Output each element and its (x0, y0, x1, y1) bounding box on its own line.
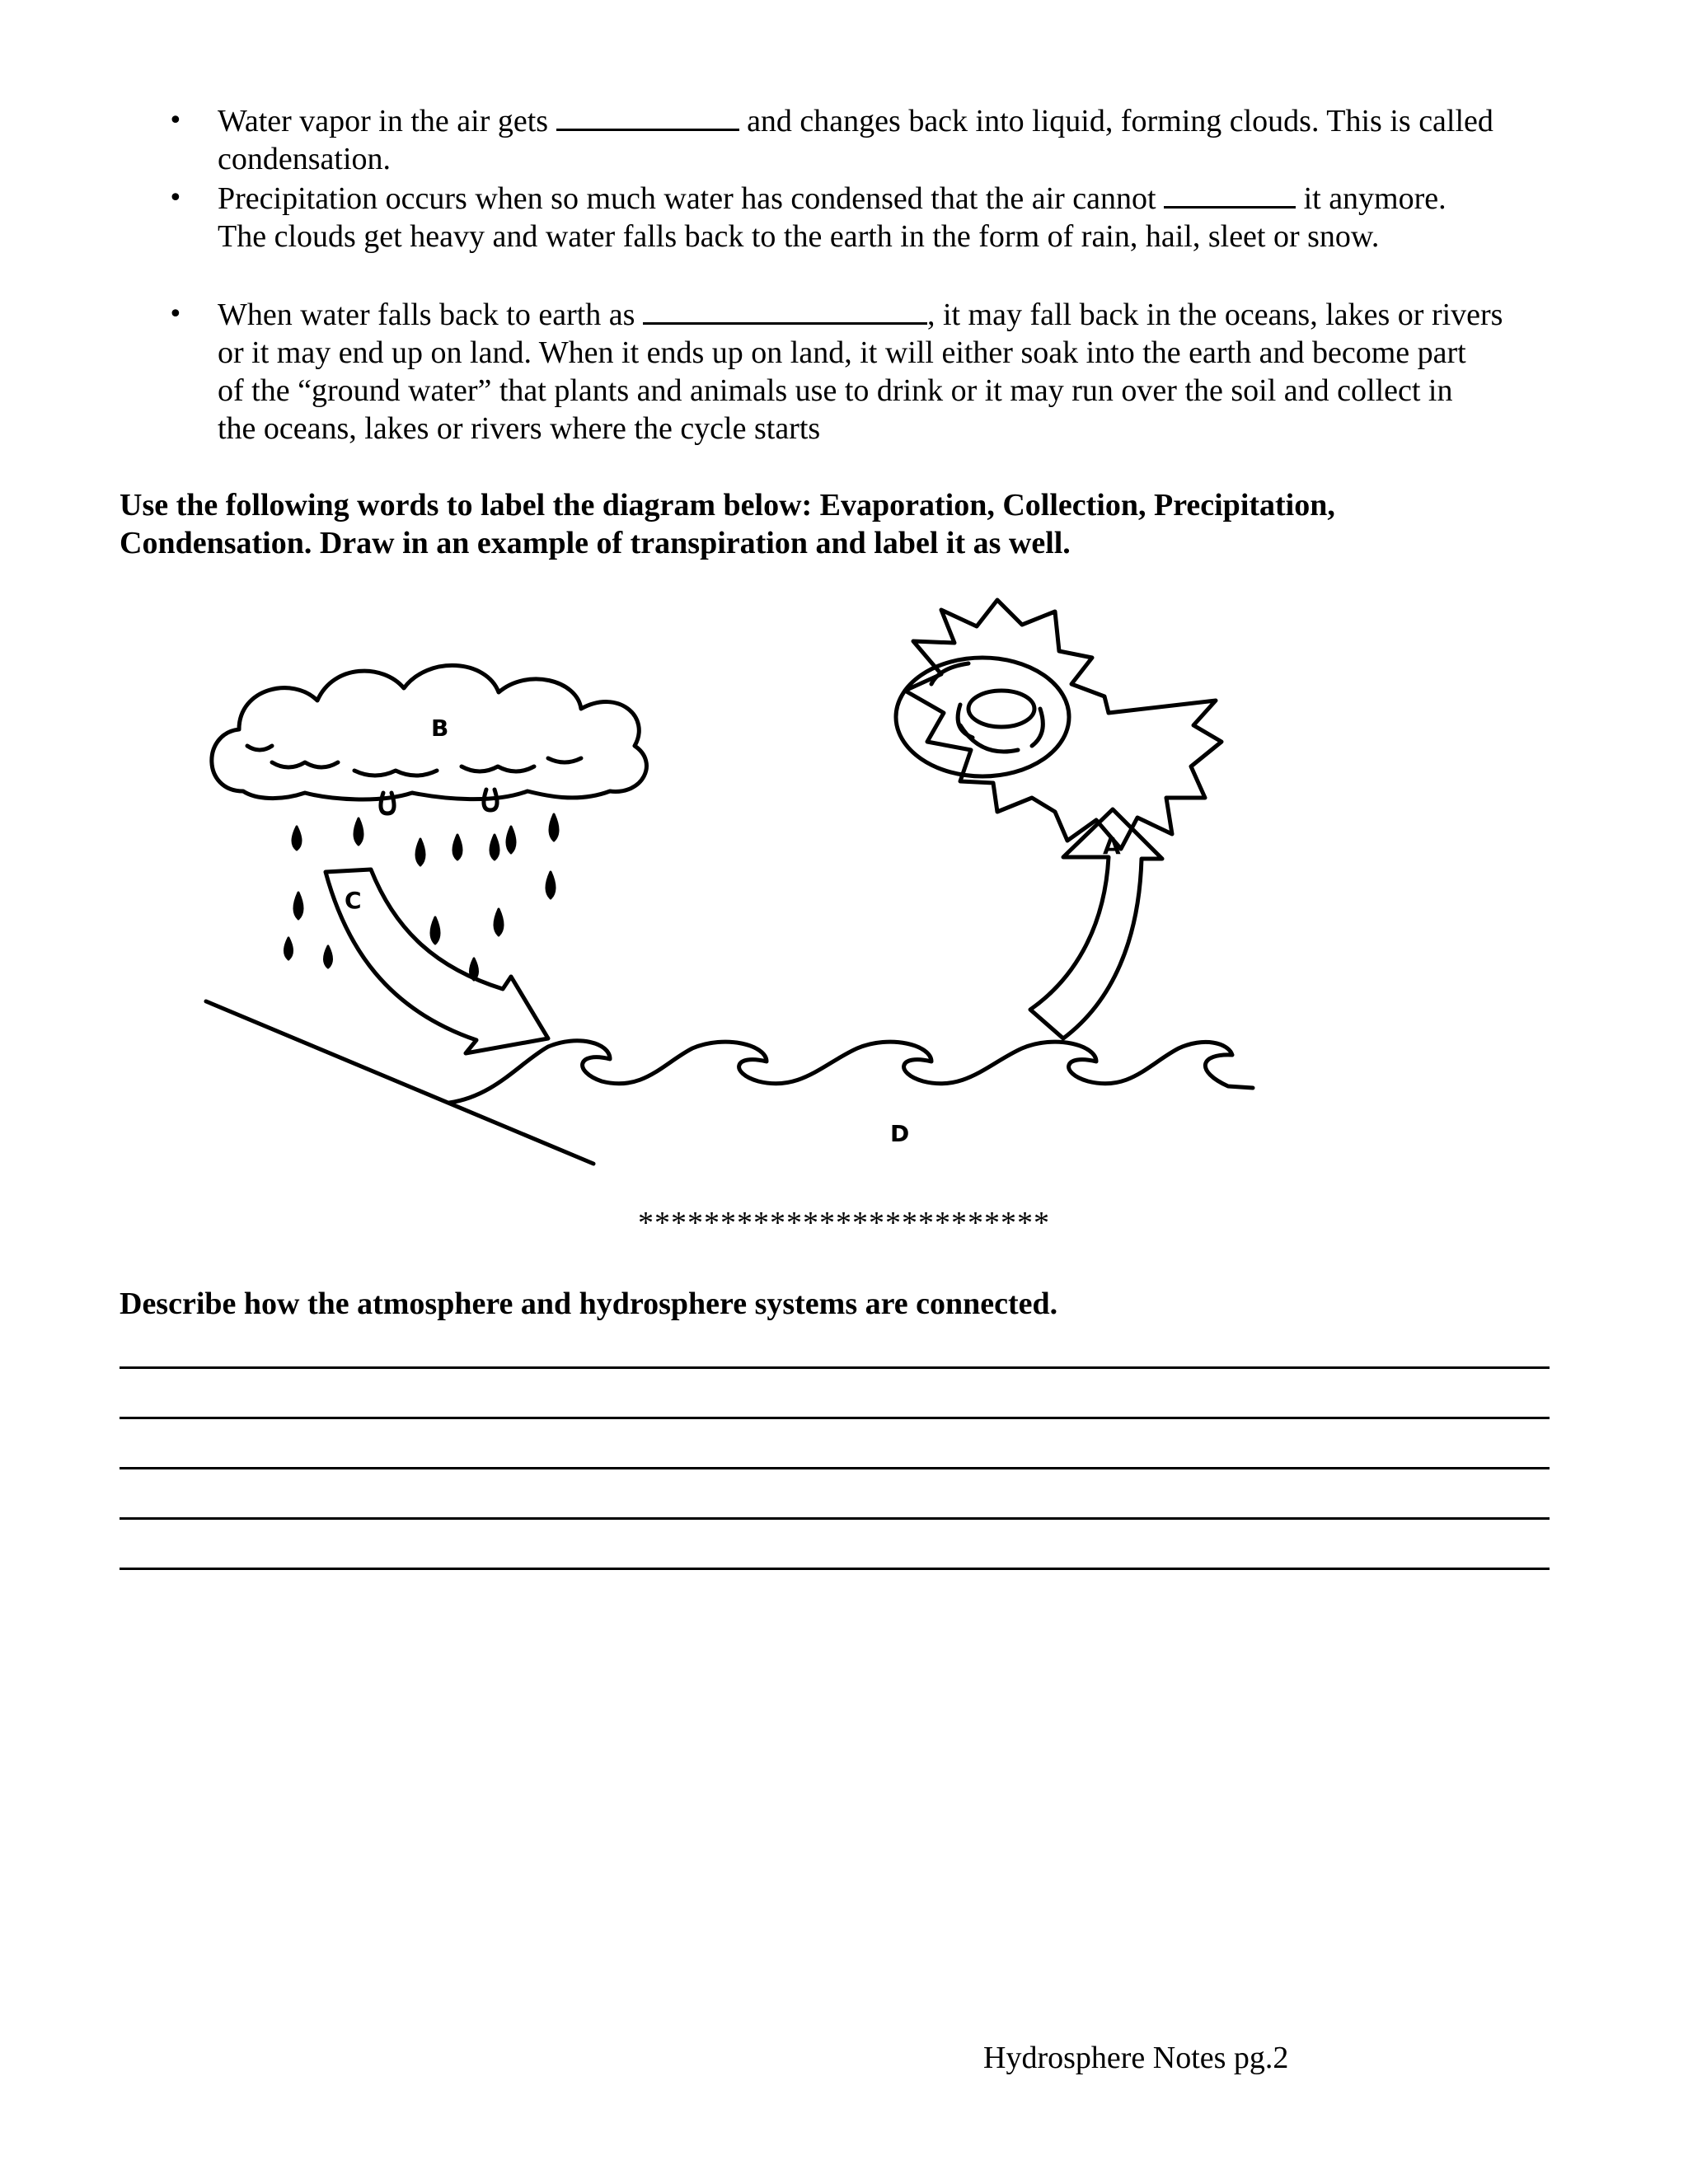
fill-in-blank[interactable] (556, 104, 739, 131)
bullet-text: the oceans, lakes or rivers where the cycle starts (218, 411, 821, 446)
bullet-text: Water vapor in the air gets (218, 104, 556, 138)
bullet-dot: • (168, 184, 183, 213)
fill-in-blank[interactable] (1164, 181, 1296, 209)
bullet-text: Precipitation occurs when so much water has condensed that the air cannot (218, 181, 1165, 216)
label-d: D (890, 1120, 910, 1147)
bullet-text: The clouds get heavy and water falls back to the earth in the form of rain, hail, sleet or snow. (218, 219, 1380, 254)
answer-line[interactable] (120, 1366, 1550, 1369)
bullet-precipitation (168, 180, 1569, 255)
answer-line[interactable] (120, 1467, 1550, 1469)
label-b: B (431, 715, 449, 742)
waves (449, 1041, 1253, 1103)
bullet-text: , it may fall back in the oceans, lakes or rivers (926, 298, 1503, 332)
instructions-line: Condensation. Draw in an example of transpiration and label it as well. (120, 526, 1071, 560)
water-cycle-diagram (0, 577, 1688, 1170)
sun-icon (896, 600, 1221, 849)
page-footer: Hydrosphere Notes pg.2 (983, 2041, 1289, 2075)
bullet-dot: • (168, 300, 183, 329)
answer-line[interactable] (120, 1417, 1550, 1419)
cloud-icon (212, 665, 647, 813)
label-a: A (1103, 832, 1121, 860)
answer-line[interactable] (120, 1517, 1550, 1520)
bullet-text: or it may end up on land. When it ends up on land, it will either soak into the earth and become part (218, 335, 1466, 370)
bullet-dot: • (168, 106, 183, 135)
bullet-text: it anymore. (1296, 181, 1447, 216)
fill-in-blank[interactable] (643, 298, 927, 325)
raindrops (285, 814, 559, 980)
instructions-line: Use the following words to label the diagram below: Evaporation, Collection, Precipitation, (120, 488, 1335, 523)
bullet-condensation (168, 102, 1569, 178)
bullet-text: When water falls back to earth as (218, 298, 643, 332)
bullet-text: of the “ground water” that plants and animals use to drink or it may run over the soil and collect in (218, 373, 1453, 408)
arrow-evaporation (1030, 809, 1162, 1038)
separator: ************************* (638, 1206, 1050, 1240)
question-prompt: Describe how the atmosphere and hydrosphere systems are connected. (120, 1286, 1058, 1321)
bullet-text: condensation. (218, 142, 392, 176)
diagram-instructions (120, 486, 1570, 562)
answer-line[interactable] (120, 1568, 1550, 1570)
bullet-text: and changes back into liquid, forming clouds. This is called (738, 104, 1493, 138)
label-c: C (345, 887, 362, 914)
bullet-collection (168, 296, 1569, 448)
land-slope (206, 1001, 593, 1164)
